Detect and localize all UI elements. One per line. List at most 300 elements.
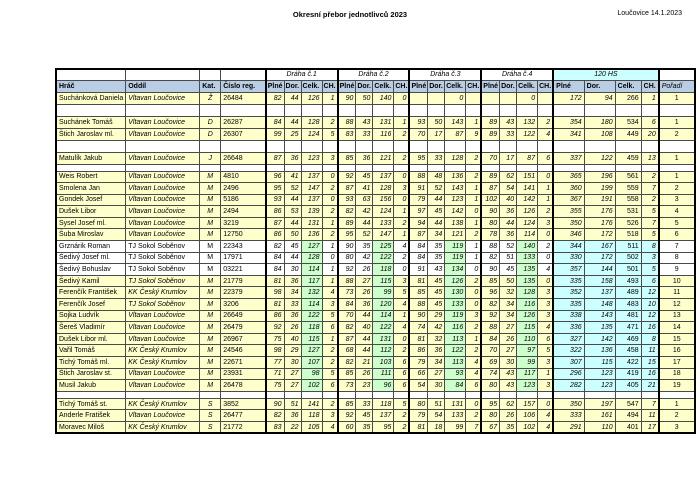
lane2-ch-cell: 5	[394, 398, 410, 410]
hs-plne-cell: 360	[553, 183, 584, 195]
lane2-celk-cell: 116	[373, 128, 394, 140]
lane2-celk-cell: 156	[373, 194, 394, 206]
separator-row	[56, 164, 695, 171]
hs-plne-cell: 337	[553, 152, 584, 164]
hs-ch-cell: 5	[641, 206, 659, 218]
club-cell: Vltavan Loučovice	[126, 380, 200, 392]
separator-cell	[500, 391, 517, 398]
lane2-plne-cell: 92	[338, 264, 356, 276]
lane1-ch-cell: 6	[322, 322, 338, 334]
category-cell: M	[200, 252, 221, 264]
lane4-plne-cell: 70	[481, 345, 499, 357]
lane1-ch-cell: 2	[322, 206, 338, 218]
lane2-plne-cell: 84	[338, 299, 356, 311]
rank-cell: 11	[659, 287, 695, 299]
col-header-hrac: Hráč	[56, 80, 126, 92]
lane4-ch-cell: 0	[538, 171, 554, 183]
separator-cell	[445, 104, 466, 116]
lane2-plne-cell: 90	[338, 241, 356, 253]
lane-group-header: Dráha č.1	[266, 69, 338, 80]
player-row	[56, 398, 695, 410]
hs-celk-cell: 559	[615, 183, 641, 195]
lane2-ch-cell: 0	[394, 264, 410, 276]
player-row	[56, 380, 695, 392]
lane3-plne-cell: 81	[409, 275, 427, 287]
lane3-plne-cell: 87	[409, 229, 427, 241]
lane4-celk-cell: 117	[517, 368, 538, 380]
hs-ch-cell: 11	[641, 410, 659, 422]
hs-celk-cell: 558	[615, 194, 641, 206]
lane3-dor-cell: 52	[428, 183, 445, 195]
hs-plne-cell: 291	[553, 421, 584, 433]
lane3-dor-cell: 35	[428, 252, 445, 264]
lane2-plne-cell: 92	[338, 410, 356, 422]
player-row	[56, 264, 695, 276]
lane3-dor-cell: 45	[428, 299, 445, 311]
col-header-ch-hs: CH.	[641, 80, 659, 92]
hs-dor-cell: 136	[584, 345, 615, 357]
lane2-ch-cell: 0	[394, 92, 410, 104]
lane1-ch-cell: 2	[322, 183, 338, 195]
lane4-plne-cell: 102	[481, 194, 499, 206]
lane4-dor-cell: 36	[500, 206, 517, 218]
separator-cell	[284, 140, 301, 152]
hs-plne-cell: 357	[553, 264, 584, 276]
hs-ch-cell: 2	[641, 171, 659, 183]
lane4-ch-cell: 3	[538, 287, 554, 299]
lane1-celk-cell: 98	[301, 368, 322, 380]
lane4-dor-cell: 34	[500, 310, 517, 322]
separator-cell	[338, 164, 356, 171]
lane3-dor-cell: 43	[428, 264, 445, 276]
player-name-cell: Štich Jaroslav st.	[56, 368, 126, 380]
separator-cell	[56, 104, 126, 116]
registration-cell: 26648	[221, 152, 266, 164]
lane1-ch-cell: 2	[322, 116, 338, 128]
lane1-dor-cell: 45	[284, 241, 301, 253]
col-header-ch-lane2: CH.	[394, 80, 410, 92]
lane3-celk-cell: 119	[445, 252, 466, 264]
lane2-ch-cell: 6	[394, 380, 410, 392]
separator-cell	[584, 140, 615, 152]
lane2-dor-cell: 26	[356, 264, 373, 276]
separator-cell	[641, 164, 659, 171]
lane1-dor-cell: 36	[284, 275, 301, 287]
lane3-dor-cell: 30	[428, 380, 445, 392]
hs-plne-cell: 355	[553, 206, 584, 218]
separator-cell	[538, 104, 554, 116]
lane3-celk-cell: 99	[445, 421, 466, 433]
club-cell: Vltavan Loučovice	[126, 194, 200, 206]
lane2-celk-cell: 103	[373, 357, 394, 369]
club-cell: TJ Sokol Soběnov	[126, 252, 200, 264]
lane4-celk-cell: 133	[517, 252, 538, 264]
lane3-ch-cell	[466, 92, 482, 104]
lane4-plne-cell: 70	[481, 152, 499, 164]
separator-cell	[356, 391, 373, 398]
lane1-plne-cell: 87	[266, 152, 284, 164]
lane3-celk-cell: 122	[445, 345, 466, 357]
col-header-celk-lane4: Celk.	[517, 80, 538, 92]
lane1-dor-cell: 44	[284, 116, 301, 128]
lane4-dor-cell: 54	[500, 183, 517, 195]
registration-cell: 12750	[221, 229, 266, 241]
hs-celk-cell: 489	[615, 287, 641, 299]
lane3-celk-cell: 123	[445, 194, 466, 206]
location-date: Loučovice 14.1.2023	[617, 10, 682, 17]
lane4-celk-cell: 157	[517, 398, 538, 410]
lane2-dor-cell: 45	[356, 171, 373, 183]
hs-ch-cell: 11	[641, 345, 659, 357]
registration-cell: 26307	[221, 128, 266, 140]
rank-cell: 1	[659, 116, 695, 128]
lane1-dor-cell: 44	[284, 194, 301, 206]
lane4-ch-cell: 3	[538, 357, 554, 369]
lane3-plne-cell: 88	[409, 299, 427, 311]
lane2-dor-cell: 26	[356, 368, 373, 380]
lane2-ch-cell: 0	[394, 333, 410, 345]
lane3-ch-cell: 2	[466, 152, 482, 164]
lane4-dor-cell: 36	[500, 229, 517, 241]
player-row	[56, 357, 695, 369]
lane2-dor-cell: 35	[356, 241, 373, 253]
player-name-cell: Musil Jakub	[56, 380, 126, 392]
lane4-plne-cell: 80	[481, 217, 499, 229]
club-cell: TJ Sokol Soběnov	[126, 275, 200, 287]
col-header-ch-lane1: CH.	[322, 80, 338, 92]
lane1-dor-cell: 44	[284, 252, 301, 264]
separator-cell	[428, 391, 445, 398]
player-name-cell: Tichý Tomáš st.	[56, 398, 126, 410]
lane2-ch-cell: 4	[394, 299, 410, 311]
separator-cell	[301, 164, 322, 171]
lane4-dor-cell: 43	[500, 368, 517, 380]
lane4-celk-cell: 140	[517, 241, 538, 253]
registration-cell: 3206	[221, 299, 266, 311]
lane4-celk-cell: 132	[517, 116, 538, 128]
lane1-dor-cell: 50	[284, 229, 301, 241]
lane1-celk-cell: 137	[301, 194, 322, 206]
lane1-ch-cell: 3	[322, 152, 338, 164]
lane4-dor-cell: 26	[500, 410, 517, 422]
lane1-plne-cell: 98	[266, 345, 284, 357]
registration-cell: 5186	[221, 194, 266, 206]
lane3-dor-cell	[428, 92, 445, 104]
lane4-plne-cell	[481, 92, 499, 104]
club-cell: Vltavan Loučovice	[126, 92, 200, 104]
lane4-ch-cell: 1	[538, 194, 554, 206]
category-cell: M	[200, 241, 221, 253]
lane4-celk-cell: 135	[517, 275, 538, 287]
lane3-dor-cell: 27	[428, 368, 445, 380]
club-cell: Vltavan Loučovice	[126, 322, 200, 334]
lane3-celk-cell: 113	[445, 333, 466, 345]
hs-dor-cell: 143	[584, 310, 615, 322]
category-cell: D	[200, 128, 221, 140]
hs-ch-cell: 5	[641, 229, 659, 241]
player-name-cell: Šuba Miroslav	[56, 229, 126, 241]
hs-celk-cell: 458	[615, 345, 641, 357]
lane3-ch-cell: 1	[466, 217, 482, 229]
lane1-dor-cell: 34	[284, 287, 301, 299]
lane1-plne-cell: 81	[266, 299, 284, 311]
lane1-ch-cell: 2	[322, 229, 338, 241]
lane3-ch-cell: 1	[466, 241, 482, 253]
lane2-celk-cell: 99	[373, 287, 394, 299]
separator-cell	[266, 164, 284, 171]
lane3-ch-cell: 3	[466, 310, 482, 322]
col-header-plne-lane1: Plné	[266, 80, 284, 92]
rank-cell: 15	[659, 333, 695, 345]
lane4-ch-cell: 3	[538, 380, 554, 392]
lane3-ch-cell: 2	[466, 275, 482, 287]
lane3-plne-cell: 79	[409, 194, 427, 206]
lane3-plne-cell: 80	[409, 398, 427, 410]
lane4-plne-cell: 78	[481, 229, 499, 241]
separator-cell	[322, 164, 338, 171]
rank-cell: 1	[659, 171, 695, 183]
club-cell: Vltavan Loučovice	[126, 217, 200, 229]
header-group-row	[56, 69, 695, 80]
hs-plne-cell: 341	[553, 128, 584, 140]
lane2-celk-cell: 140	[373, 92, 394, 104]
player-row	[56, 217, 695, 229]
lane3-plne-cell: 74	[409, 322, 427, 334]
lane4-ch-cell: 2	[538, 116, 554, 128]
hs-celk-cell: 401	[615, 421, 641, 433]
player-row	[56, 421, 695, 433]
rank-cell: 4	[659, 206, 695, 218]
hs-dor-cell: 94	[584, 92, 615, 104]
lane2-ch-cell: 1	[394, 310, 410, 322]
lane2-plne-cell: 70	[338, 310, 356, 322]
lane4-dor-cell: 52	[500, 241, 517, 253]
registration-cell: 23931	[221, 368, 266, 380]
separator-cell	[584, 104, 615, 116]
hs-ch-cell: 5	[641, 264, 659, 276]
lane1-plne-cell: 86	[266, 310, 284, 322]
col-header-ch-lane3: CH.	[466, 80, 482, 92]
separator-cell	[641, 391, 659, 398]
lane2-plne-cell: 89	[338, 217, 356, 229]
lane1-dor-cell: 30	[284, 357, 301, 369]
hs-ch-cell: 13	[641, 152, 659, 164]
lane1-celk-cell: 107	[301, 357, 322, 369]
lane4-celk-cell: 106	[517, 410, 538, 422]
lane1-dor-cell: 26	[284, 322, 301, 334]
lane4-ch-cell: 3	[538, 217, 554, 229]
lane3-celk-cell: 136	[445, 171, 466, 183]
lane3-plne-cell: 93	[409, 116, 427, 128]
separator-cell	[481, 391, 499, 398]
lane3-dor-cell: 45	[428, 287, 445, 299]
rank-cell: 5	[659, 217, 695, 229]
player-name-cell: Vařil Tomáš	[56, 345, 126, 357]
col-header-celk-lane2: Celk.	[373, 80, 394, 92]
lane2-dor-cell: 26	[356, 287, 373, 299]
hs-dor-cell: 148	[584, 299, 615, 311]
player-row	[56, 92, 695, 104]
separator-cell	[266, 391, 284, 398]
player-name-cell: Suchánek Tomáš	[56, 116, 126, 128]
lane3-plne-cell: 79	[409, 410, 427, 422]
lane2-celk-cell: 147	[373, 229, 394, 241]
hs-dor-cell: 135	[584, 322, 615, 334]
lane1-plne-cell: 84	[266, 252, 284, 264]
separator-cell	[284, 391, 301, 398]
lane2-celk-cell: 133	[373, 217, 394, 229]
lane3-plne-cell: 79	[409, 357, 427, 369]
category-cell: M	[200, 287, 221, 299]
lane2-celk-cell: 122	[373, 252, 394, 264]
lane3-ch-cell: 2	[466, 322, 482, 334]
lane2-celk-cell: 111	[373, 368, 394, 380]
lane3-ch-cell: 1	[466, 116, 482, 128]
lane2-dor-cell: 33	[356, 128, 373, 140]
lane1-ch-cell: 5	[322, 368, 338, 380]
hs-plne-cell: 172	[553, 92, 584, 104]
lane3-plne-cell: 84	[409, 241, 427, 253]
hs-ch-cell: 15	[641, 357, 659, 369]
separator-cell	[481, 104, 499, 116]
hs-plne-cell: 327	[553, 333, 584, 345]
separator-cell	[56, 140, 126, 152]
header-blank-cell	[200, 69, 221, 80]
hs-plne-cell: 322	[553, 345, 584, 357]
hs-ch-cell: 17	[641, 421, 659, 433]
rank-cell: 18	[659, 368, 695, 380]
separator-cell	[641, 104, 659, 116]
lane3-celk-cell: 133	[445, 299, 466, 311]
club-cell: TJ Sokol Soběnov	[126, 299, 200, 311]
separator-cell	[615, 140, 641, 152]
lane2-plne-cell: 87	[338, 183, 356, 195]
hs-ch-cell: 3	[641, 252, 659, 264]
lane4-dor-cell: 27	[500, 322, 517, 334]
hs-dor-cell: 196	[584, 171, 615, 183]
registration-cell: 3219	[221, 217, 266, 229]
lane2-ch-cell: 1	[394, 206, 410, 218]
lane1-celk-cell: 102	[301, 380, 322, 392]
lane4-plne-cell: 80	[481, 380, 499, 392]
separator-cell	[500, 104, 517, 116]
lane2-plne-cell: 92	[338, 171, 356, 183]
registration-cell: 22379	[221, 287, 266, 299]
lane3-dor-cell: 44	[428, 194, 445, 206]
player-row	[56, 152, 695, 164]
player-row	[56, 287, 695, 299]
hs-plne-cell: 354	[553, 116, 584, 128]
separator-cell	[428, 140, 445, 152]
lane1-celk-cell: 122	[301, 310, 322, 322]
category-cell: M	[200, 217, 221, 229]
lane3-ch-cell: 7	[466, 421, 482, 433]
lane1-dor-cell: 52	[284, 183, 301, 195]
lane3-ch-cell: 2	[466, 229, 482, 241]
lane3-celk-cell: 119	[445, 241, 466, 253]
lane3-plne-cell	[409, 92, 427, 104]
hs-dor-cell: 144	[584, 264, 615, 276]
lane3-celk-cell: 130	[445, 287, 466, 299]
separator-cell	[394, 391, 410, 398]
club-cell: Vltavan Loučovice	[126, 206, 200, 218]
lane4-ch-cell: 1	[538, 368, 554, 380]
hs-dor-cell: 115	[584, 357, 615, 369]
lane4-celk-cell: 128	[517, 287, 538, 299]
separator-cell	[553, 140, 584, 152]
category-cell: S	[200, 398, 221, 410]
player-name-cell: Šedivý Bohuslav	[56, 264, 126, 276]
lane2-celk-cell: 95	[373, 421, 394, 433]
player-name-cell: Štich Jaroslav ml.	[56, 128, 126, 140]
col-header-dor-lane3: Dor.	[428, 80, 445, 92]
lane2-ch-cell: 0	[394, 194, 410, 206]
lane1-celk-cell: 131	[301, 217, 322, 229]
lane4-dor-cell: 32	[500, 287, 517, 299]
lane4-celk-cell: 142	[517, 194, 538, 206]
lane2-celk-cell: 124	[373, 206, 394, 218]
category-cell: M	[200, 183, 221, 195]
rank-cell: 8	[659, 252, 695, 264]
lane4-celk-cell: 151	[517, 171, 538, 183]
separator-cell	[641, 140, 659, 152]
separator-cell	[200, 140, 221, 152]
lane3-ch-cell: 1	[466, 183, 482, 195]
category-cell: M	[200, 333, 221, 345]
player-name-cell: Šereš Vladimír	[56, 322, 126, 334]
header-blank-cell	[659, 69, 695, 80]
hs-celk-cell: 449	[615, 128, 641, 140]
lane3-celk-cell: 142	[445, 206, 466, 218]
lane3-plne-cell: 95	[409, 152, 427, 164]
lane4-dor-cell: 44	[500, 217, 517, 229]
separator-cell	[553, 104, 584, 116]
lane1-ch-cell: 1	[322, 92, 338, 104]
lane1-dor-cell: 36	[284, 152, 301, 164]
category-cell: M	[200, 357, 221, 369]
col-header-plne-hs: Plné	[553, 80, 584, 92]
lane4-plne-cell: 74	[481, 368, 499, 380]
lane4-plne-cell: 82	[481, 252, 499, 264]
club-cell: Vltavan Loučovice	[126, 116, 200, 128]
rank-cell: 2	[659, 128, 695, 140]
club-cell: Vltavan Loučovice	[126, 410, 200, 422]
lane1-ch-cell: 5	[322, 128, 338, 140]
lane4-ch-cell: 2	[538, 206, 554, 218]
registration-cell: 3852	[221, 398, 266, 410]
lane1-plne-cell: 99	[266, 128, 284, 140]
lane2-celk-cell: 114	[373, 310, 394, 322]
lane1-dor-cell: 33	[284, 299, 301, 311]
separator-cell	[221, 104, 266, 116]
rank-cell: 7	[659, 241, 695, 253]
lane1-dor-cell: 36	[284, 410, 301, 422]
player-row	[56, 410, 695, 422]
rank-cell: 9	[659, 264, 695, 276]
lane3-celk-cell: 116	[445, 322, 466, 334]
lane3-dor-cell: 44	[428, 217, 445, 229]
separator-cell	[126, 104, 200, 116]
lane1-celk-cell: 126	[301, 92, 322, 104]
lane1-ch-cell: 0	[322, 194, 338, 206]
lane1-plne-cell: 83	[266, 421, 284, 433]
lane2-dor-cell: 41	[356, 183, 373, 195]
lane2-celk-cell: 122	[373, 322, 394, 334]
lane3-dor-cell: 35	[428, 241, 445, 253]
lane1-ch-cell: 1	[322, 333, 338, 345]
lane1-plne-cell: 90	[266, 398, 284, 410]
header-blank-cell	[56, 69, 126, 80]
